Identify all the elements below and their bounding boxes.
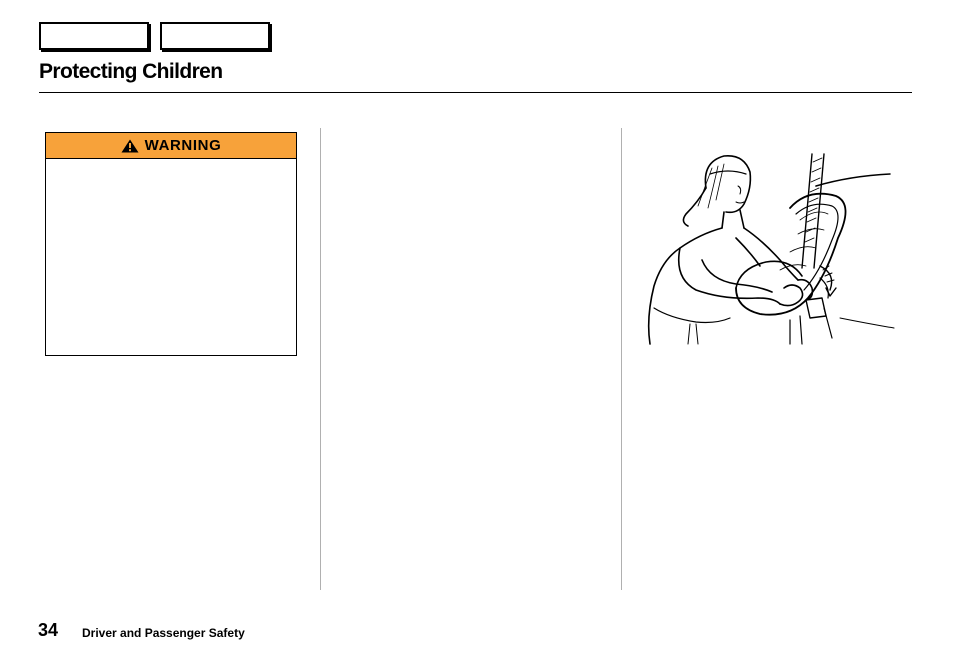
warning-header — [46, 133, 296, 159]
page-title: Protecting Children — [39, 60, 223, 83]
nav-button-table-of-contents[interactable] — [160, 22, 270, 50]
page-number: 34 — [38, 620, 59, 640]
parent-installing-child-seat-illustration — [640, 148, 896, 348]
footer-section-name: Driver and Passenger Safety — [82, 626, 245, 640]
column-divider-left — [320, 128, 321, 590]
warning-box — [45, 132, 297, 356]
warning-label: WARNING — [144, 137, 222, 154]
nav-button-main-menu[interactable] — [39, 22, 149, 50]
column-divider-right — [621, 128, 622, 590]
title-divider — [39, 92, 912, 93]
warning-triangle-icon — [121, 139, 139, 153]
